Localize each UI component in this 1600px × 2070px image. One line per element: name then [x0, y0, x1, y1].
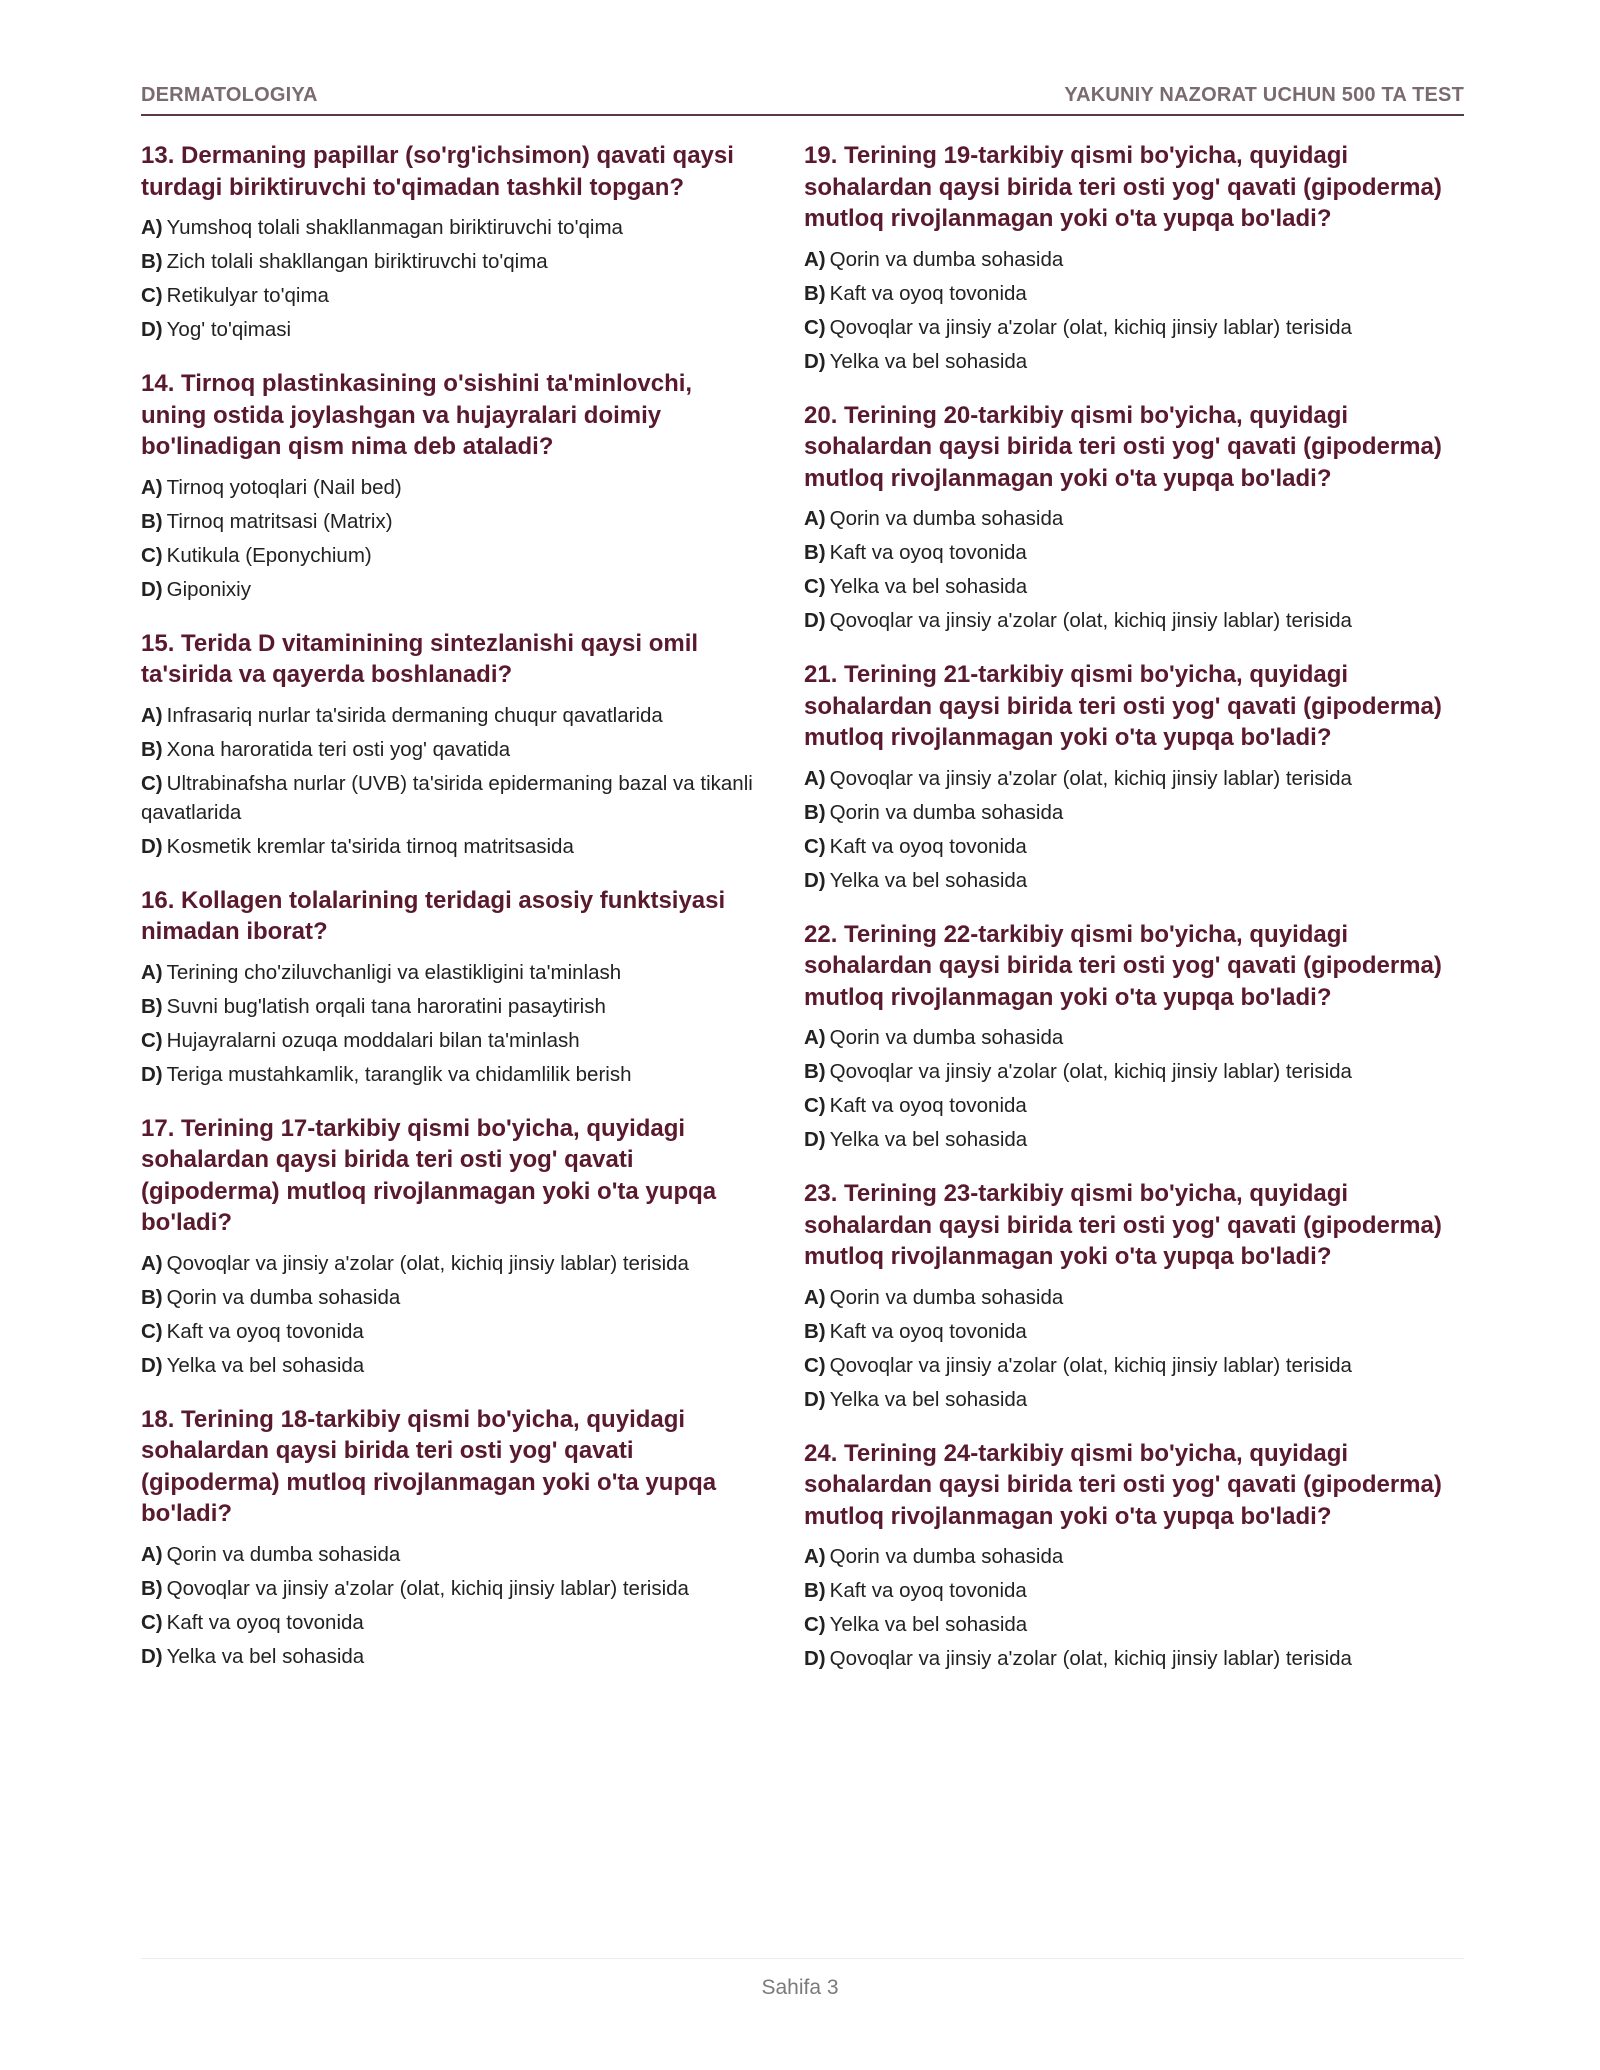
option-text: Kaft va oyoq tovonida: [829, 1319, 1027, 1343]
answer-option: [141, 473, 761, 502]
option-text: Kaft va oyoq tovonida: [829, 1094, 1027, 1117]
answer-option: [141, 507, 761, 536]
option-text: Qorin va dumba sohasida: [829, 1285, 1064, 1309]
option-text: Yelka va bel sohasida: [829, 349, 1028, 373]
question-block: [141, 885, 761, 1089]
option-letter: A): [804, 1285, 826, 1309]
option-letter: D): [804, 1387, 826, 1411]
answer-options: [141, 213, 761, 344]
question-title: 15. Terida D vitaminining sintezlanishi qaysi omil ta'sirida va qayerda boshlanadi?: [141, 629, 699, 688]
answer-option: [804, 245, 1464, 274]
option-text: Yelka va bel sohasida: [829, 1387, 1028, 1411]
answer-option: [141, 281, 761, 310]
header-document-title: YAKUNIY NAZORAT UCHUN 500 TA TEST: [1064, 84, 1464, 106]
option-letter: C): [804, 1613, 826, 1636]
option-letter: A): [141, 1251, 163, 1275]
answer-option: [804, 1542, 1464, 1571]
option-text: Qovoqlar va jinsiy a'zolar (olat, kichiq jinsiy lablar) terisida: [829, 1647, 1352, 1670]
answer-option: [141, 1540, 761, 1569]
option-text: Yelka va bel sohasida: [166, 1353, 365, 1377]
option-text: Giponixiy: [166, 577, 251, 601]
question-title: 18. Terining 18-tarkibiy qismi bo'yicha, quyidagi sohalardan qaysi birida teri osti yog' qavati (gipoderma) mutloq rivojlanmagan yoki o'ta yupqa bo'ladi?: [141, 1405, 717, 1527]
option-letter: A): [804, 247, 826, 271]
question-block: [804, 659, 1464, 895]
option-text: Teriga mustahkamlik, taranglik va chidamlilik berish: [166, 1062, 632, 1086]
option-letter: B): [804, 281, 826, 305]
answer-options: [141, 958, 761, 1089]
question-block: [141, 140, 761, 344]
option-text: Tirnoq yotoqlari (Nail bed): [166, 475, 402, 499]
question-title: 23. Terining 23-tarkibiy qismi bo'yicha, quyidagi sohalardan qaysi birida teri osti yog' qavati (gipoderma) mutloq rivojlanmagan yoki o'ta yupqa bo'ladi?: [804, 1180, 1442, 1270]
left-column: [141, 140, 761, 1697]
page-header: [141, 84, 1464, 116]
option-letter: B): [141, 994, 163, 1018]
option-letter: B): [804, 1319, 826, 1343]
option-letter: D): [804, 868, 826, 892]
option-text: Infrasariq nurlar ta'sirida dermaning chuqur qavatlarida: [166, 703, 663, 727]
option-letter: D): [141, 1353, 163, 1377]
option-text: Qovoqlar va jinsiy a'zolar (olat, kichiq jinsiy lablar) terisida: [829, 1353, 1352, 1377]
option-text: Yelka va bel sohasida: [829, 868, 1028, 892]
option-text: Qovoqlar va jinsiy a'zolar (olat, kichiq jinsiy lablar) terisida: [829, 1060, 1352, 1083]
question-block: [141, 368, 761, 604]
answer-option: [141, 832, 761, 861]
option-letter: B): [141, 737, 163, 761]
option-letter: A): [804, 507, 826, 530]
option-letter: A): [804, 1545, 826, 1568]
answer-option: [141, 992, 761, 1021]
option-letter: D): [141, 1644, 163, 1668]
answer-option: [804, 866, 1464, 895]
option-text: Qorin va dumba sohasida: [829, 800, 1064, 824]
option-text: Kaft va oyoq tovonida: [166, 1610, 364, 1634]
answer-option: [804, 1283, 1464, 1312]
option-letter: D): [141, 318, 163, 341]
option-letter: C): [141, 1610, 163, 1634]
answer-option: [804, 347, 1464, 376]
question-block: [804, 919, 1464, 1155]
answer-option: [141, 1026, 761, 1055]
answer-option: [804, 1644, 1464, 1673]
option-text: Kaft va oyoq tovonida: [829, 1579, 1027, 1602]
option-text: Qorin va dumba sohasida: [829, 1545, 1064, 1568]
option-text: Terining cho'ziluvchanligi va elastikligini ta'minlash: [166, 960, 622, 984]
answer-option: [141, 735, 761, 764]
header-subject: DERMATOLOGIYA: [141, 84, 318, 106]
answer-option: [141, 1317, 761, 1346]
option-letter: C): [141, 543, 163, 567]
option-text: Suvni bug'latish orqali tana haroratini pasaytirish: [166, 994, 606, 1018]
answer-option: [141, 701, 761, 730]
option-letter: C): [141, 1028, 163, 1052]
option-letter: D): [141, 1062, 163, 1086]
question-block: [141, 1113, 761, 1380]
answer-option: [804, 504, 1464, 533]
option-text: Qovoqlar va jinsiy a'zolar (olat, kichiq jinsiy lablar) terisida: [166, 1576, 689, 1600]
question-title: 22. Terining 22-tarkibiy qismi bo'yicha, quyidagi sohalardan qaysi birida teri osti yog' qavati (gipoderma) mutloq rivojlanmagan yoki o'ta yupqa bo'ladi?: [804, 920, 1442, 1011]
answer-options: [141, 701, 761, 861]
option-letter: D): [141, 577, 163, 601]
option-letter: C): [804, 1353, 826, 1377]
answer-options: [804, 504, 1464, 635]
question-title: 20. Terining 20-tarkibiy qismi bo'yicha, quyidagi sohalardan qaysi birida teri osti yog' qavati (gipoderma) mutloq rivojlanmagan yoki o'ta yupqa bo'ladi?: [804, 401, 1442, 492]
right-column: [804, 140, 1464, 1697]
option-letter: A): [141, 703, 163, 727]
option-letter: A): [141, 960, 163, 984]
question-block: [804, 1178, 1464, 1414]
answer-option: [804, 1576, 1464, 1605]
option-letter: C): [804, 315, 826, 339]
answer-options: [141, 1249, 761, 1380]
answer-option: [141, 958, 761, 987]
option-text: Qorin va dumba sohasida: [829, 1026, 1064, 1049]
question-title: 13. Dermaning papillar (so'rg'ichsimon) qavati qaysi turdagi biriktiruvchi to'qimadan tashkil topgan?: [141, 142, 734, 201]
answer-option: [141, 1249, 761, 1278]
option-letter: B): [804, 541, 826, 564]
answer-option: [141, 1351, 761, 1380]
question-title: 16. Kollagen tolalarining teridagi asosiy funktsiyasi nimadan iborat?: [141, 886, 726, 945]
question-block: [141, 628, 761, 861]
option-letter: A): [141, 216, 163, 239]
answer-option: [804, 572, 1464, 601]
answer-option: [804, 313, 1464, 342]
answer-option: [804, 798, 1464, 827]
question-block: [804, 140, 1464, 376]
option-letter: C): [141, 771, 163, 795]
option-letter: A): [141, 475, 163, 499]
option-text: Kutikula (Eponychium): [166, 543, 372, 567]
option-text: Kosmetik kremlar ta'sirida tirnoq matritsasida: [166, 834, 574, 858]
option-letter: B): [141, 250, 163, 273]
option-letter: A): [804, 766, 826, 790]
option-letter: B): [141, 1285, 163, 1309]
answer-option: [804, 764, 1464, 793]
answer-option: [141, 315, 761, 344]
answer-option: [141, 1283, 761, 1312]
answer-option: [141, 1060, 761, 1089]
option-text: Yelka va bel sohasida: [829, 575, 1028, 598]
option-letter: D): [804, 1128, 826, 1151]
option-text: Kaft va oyoq tovonida: [829, 281, 1027, 305]
answer-option: [804, 832, 1464, 861]
answer-options: [141, 1540, 761, 1671]
option-text: Retikulyar to'qima: [166, 284, 329, 307]
answer-option: [804, 538, 1464, 567]
option-letter: B): [804, 800, 826, 824]
footer-divider: [141, 1958, 1464, 1959]
option-letter: D): [804, 609, 826, 632]
answer-option: [804, 1125, 1464, 1154]
option-text: Qorin va dumba sohasida: [829, 247, 1064, 271]
answer-option: [804, 279, 1464, 308]
option-text: Ultrabinafsha nurlar (UVB) ta'sirida epidermaning bazal va tikanli qavatlarida: [141, 771, 753, 824]
option-letter: A): [141, 1542, 163, 1566]
option-letter: A): [804, 1026, 826, 1049]
answer-option: [804, 1385, 1464, 1414]
answer-options: [804, 1283, 1464, 1414]
answer-option: [804, 606, 1464, 635]
question-title: 17. Terining 17-tarkibiy qismi bo'yicha, quyidagi sohalardan qaysi birida teri osti yog' qavati (gipoderma) mutloq rivojlanmagan yoki o'ta yupqa bo'ladi?: [141, 1114, 717, 1236]
answer-option: [804, 1091, 1464, 1120]
answer-options: [141, 473, 761, 604]
option-text: Yumshoq tolali shakllanmagan biriktiruvchi to'qima: [166, 216, 623, 239]
option-letter: C): [141, 284, 163, 307]
option-text: Qovoqlar va jinsiy a'zolar (olat, kichiq jinsiy lablar) terisida: [829, 766, 1352, 790]
option-letter: B): [141, 1576, 163, 1600]
answer-option: [141, 1608, 761, 1637]
option-text: Kaft va oyoq tovonida: [166, 1319, 364, 1343]
option-text: Yelka va bel sohasida: [166, 1644, 365, 1668]
option-text: Kaft va oyoq tovonida: [829, 834, 1027, 858]
option-text: Qovoqlar va jinsiy a'zolar (olat, kichiq jinsiy lablar) terisida: [829, 315, 1352, 339]
answer-option: [804, 1610, 1464, 1639]
option-letter: C): [804, 834, 826, 858]
option-letter: C): [804, 1094, 826, 1117]
answer-options: [804, 764, 1464, 895]
question-title: 24. Terining 24-tarkibiy qismi bo'yicha, quyidagi sohalardan qaysi birida teri osti yog' qavati (gipoderma) mutloq rivojlanmagan yoki o'ta yupqa bo'ladi?: [804, 1439, 1442, 1530]
option-text: Yog' to'qimasi: [166, 318, 292, 341]
answer-option: [141, 541, 761, 570]
option-text: Qorin va dumba sohasida: [829, 507, 1064, 530]
answer-option: [141, 1574, 761, 1603]
option-text: Kaft va oyoq tovonida: [829, 541, 1027, 564]
page-number: Sahifa 3: [761, 1976, 839, 1999]
option-text: Yelka va bel sohasida: [829, 1613, 1028, 1636]
question-title: 19. Terining 19-tarkibiy qismi bo'yicha, quyidagi sohalardan qaysi birida teri osti yog' qavati (gipoderma) mutloq rivojlanmagan yoki o'ta yupqa bo'ladi?: [804, 142, 1442, 232]
answer-option: [141, 247, 761, 276]
option-letter: B): [804, 1579, 826, 1602]
answer-option: [804, 1351, 1464, 1380]
option-text: Qovoqlar va jinsiy a'zolar (olat, kichiq jinsiy lablar) terisida: [166, 1251, 689, 1275]
option-text: Qovoqlar va jinsiy a'zolar (olat, kichiq jinsiy lablar) terisida: [829, 609, 1352, 632]
question-columns: [141, 140, 1464, 1697]
answer-option: [804, 1023, 1464, 1052]
answer-option: [804, 1317, 1464, 1346]
answer-option: [141, 769, 761, 827]
option-letter: B): [141, 509, 163, 533]
option-text: Yelka va bel sohasida: [829, 1128, 1028, 1151]
answer-options: [804, 245, 1464, 376]
question-block: [804, 400, 1464, 636]
answer-option: [141, 575, 761, 604]
option-text: Hujayralarni ozuqa moddalari bilan ta'minlash: [166, 1028, 580, 1052]
option-text: Qorin va dumba sohasida: [166, 1285, 401, 1309]
option-letter: D): [141, 834, 163, 858]
answer-option: [804, 1057, 1464, 1086]
question-block: [141, 1404, 761, 1671]
option-letter: D): [804, 349, 826, 373]
option-text: Xona haroratida teri osti yog' qavatida: [166, 737, 511, 761]
option-letter: C): [141, 1319, 163, 1343]
question-title: 21. Terining 21-tarkibiy qismi bo'yicha, quyidagi sohalardan qaysi birida teri osti yog' qavati (gipoderma) mutloq rivojlanmagan yoki o'ta yupqa bo'ladi?: [804, 661, 1442, 751]
answer-option: [141, 213, 761, 242]
option-text: Qorin va dumba sohasida: [166, 1542, 401, 1566]
option-letter: B): [804, 1060, 826, 1083]
option-letter: D): [804, 1647, 826, 1670]
option-text: Tirnoq matritsasi (Matrix): [166, 509, 393, 533]
question-title: 14. Tirnoq plastinkasining o'sishini ta'minlovchi, uning ostida joylashgan va hujayralari doimiy bo'linadigan qism nima deb ataladi?: [141, 370, 693, 460]
answer-options: [804, 1023, 1464, 1154]
option-letter: C): [804, 575, 826, 598]
question-block: [804, 1438, 1464, 1674]
option-text: Zich tolali shakllangan biriktiruvchi to'qima: [166, 250, 548, 273]
answer-option: [141, 1642, 761, 1671]
answer-options: [804, 1542, 1464, 1673]
